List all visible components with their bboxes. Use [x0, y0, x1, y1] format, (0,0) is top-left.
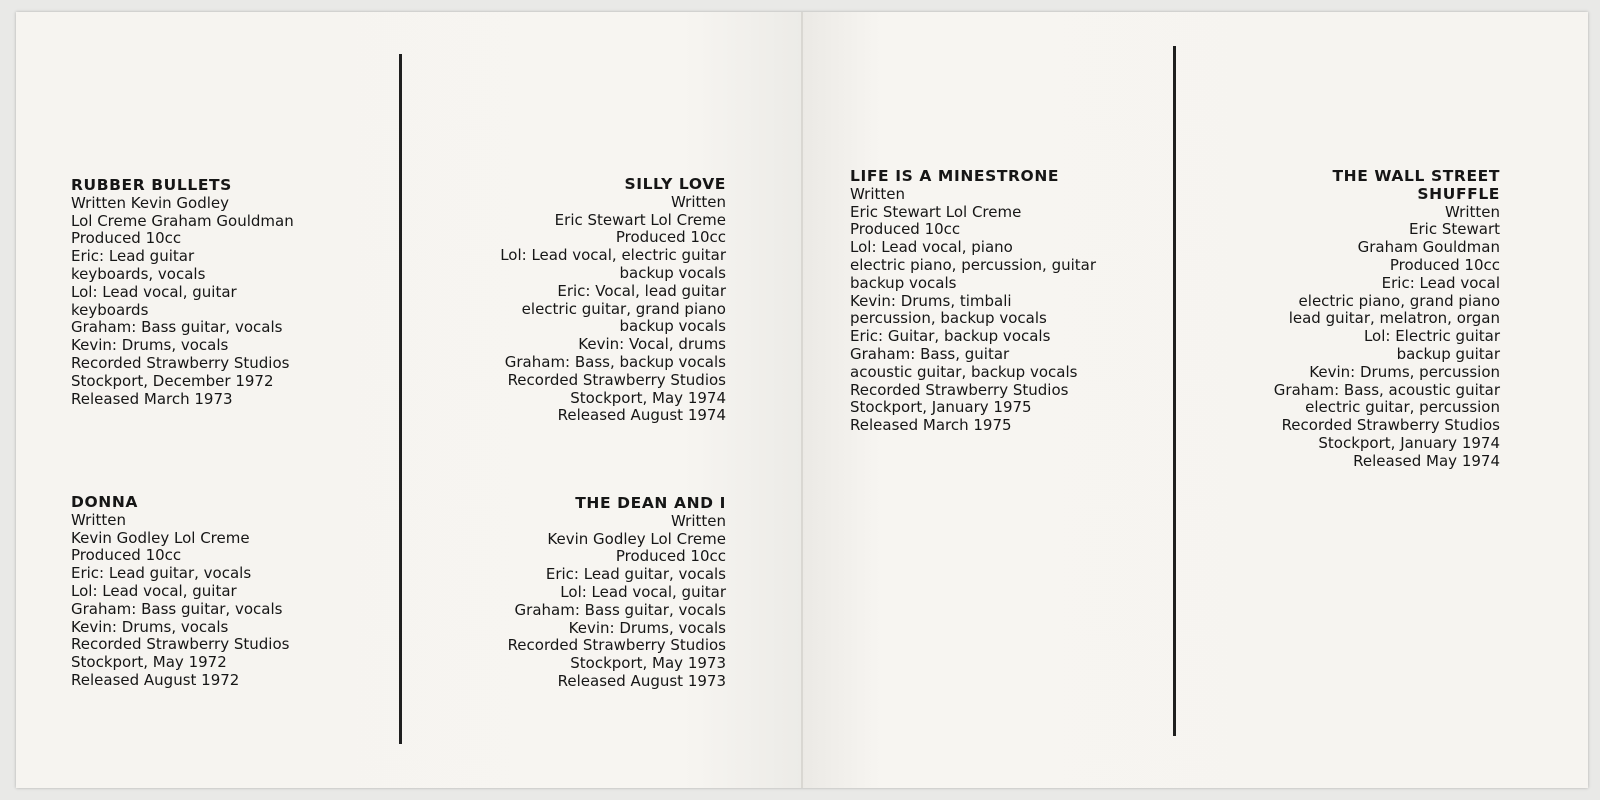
- right-page: [802, 12, 1588, 788]
- credit-line: Produced 10cc: [71, 229, 182, 248]
- credit-line: Eric: Lead guitar, vocals: [545, 565, 726, 584]
- credit-line: Released August 1973: [557, 671, 726, 690]
- credit-line: Eric: Guitar, backup vocals: [850, 327, 1051, 346]
- credit-line: Produced 10cc: [615, 228, 726, 247]
- credit-line: electric piano, percussion, guitar: [850, 255, 1096, 274]
- song-title: SHUFFLE: [1417, 184, 1500, 203]
- credit-line: Produced 10cc: [1389, 255, 1500, 274]
- credits-silly-love: [396, 176, 726, 425]
- credit-line: Released August 1974: [557, 406, 726, 425]
- credit-line: Recorded Strawberry Studios: [71, 353, 290, 372]
- song-title: LIFE IS A MINESTRONE: [850, 167, 1060, 185]
- credit-line: Lol: Lead vocal, electric guitar: [500, 246, 726, 265]
- credit-line: Lol: Electric guitar: [1363, 327, 1500, 346]
- credits-rubber-bullets: [71, 177, 401, 408]
- credit-line: Eric: Vocal, lead guitar: [557, 281, 726, 300]
- credit-line: Lol: Lead vocal, guitar: [71, 282, 237, 301]
- credit-line: Recorded Strawberry Studios: [507, 636, 726, 655]
- credit-line: backup vocals: [619, 317, 726, 336]
- credit-line: percussion, backup vocals: [850, 309, 1047, 328]
- credit-line: electric guitar, grand piano: [521, 299, 726, 318]
- credit-line: Released March 1973: [71, 389, 233, 408]
- credit-line: lead guitar, melatron, organ: [1288, 309, 1500, 328]
- booklet-spread: [16, 12, 1588, 788]
- credit-line: electric guitar, percussion: [1305, 398, 1500, 417]
- credit-line: keyboards, vocals: [71, 264, 206, 283]
- credit-line: Eric: Lead guitar: [71, 247, 195, 266]
- credit-line: Written: [850, 184, 905, 203]
- credit-line: Stockport, May 1972: [71, 653, 227, 672]
- credit-line: Kevin Godley Lol Creme: [547, 529, 726, 548]
- credit-line: Written: [1445, 202, 1500, 221]
- credits-donna: [71, 494, 401, 690]
- credit-line: Eric: Lead vocal: [1381, 273, 1500, 292]
- left-page: [16, 12, 802, 788]
- center-fold: [801, 12, 803, 788]
- credit-line: Graham: Bass, acoustic guitar: [1273, 380, 1500, 399]
- credits-the-dean-and-i: [396, 495, 726, 691]
- song-title: SILLY LOVE: [624, 175, 726, 193]
- credit-line: Written: [71, 510, 126, 529]
- credit-line: Kevin: Drums, vocals: [71, 617, 229, 636]
- credit-line: Stockport, January 1974: [1318, 433, 1500, 452]
- song-title: THE WALL STREET: [1332, 167, 1500, 185]
- song-title: RUBBER BULLETS: [71, 176, 232, 194]
- credit-line: Kevin: Drums, vocals: [71, 336, 229, 355]
- credit-line: Eric: Lead guitar, vocals: [71, 564, 252, 583]
- credit-line: backup vocals: [850, 273, 957, 292]
- credit-line: Kevin: Drums, timbali: [850, 291, 1012, 310]
- credit-line: Written: [671, 192, 726, 211]
- credit-line: Released August 1972: [71, 670, 240, 689]
- credit-line: Produced 10cc: [71, 546, 182, 565]
- credit-line: Stockport, May 1974: [570, 388, 726, 407]
- credit-line: Lol: Lead vocal, guitar: [71, 581, 237, 600]
- credit-line: backup vocals: [619, 263, 726, 282]
- credit-line: Recorded Strawberry Studios: [71, 635, 290, 654]
- credit-line: Lol Creme Graham Gouldman: [71, 211, 294, 230]
- credit-line: Graham: Bass guitar, vocals: [514, 600, 726, 619]
- credit-line: Recorded Strawberry Studios: [1281, 416, 1500, 435]
- credit-line: keyboards: [71, 300, 149, 319]
- credits-the-wall-street-shuffle: [1170, 168, 1500, 471]
- credit-line: Eric Stewart Lol Creme: [850, 202, 1022, 221]
- song-title: THE DEAN AND I: [575, 494, 726, 512]
- credit-line: Released May 1974: [1353, 451, 1500, 470]
- credit-line: Kevin Godley Lol Creme: [71, 528, 250, 547]
- credit-line: Kevin: Drums, percussion: [1309, 362, 1500, 381]
- credit-line: Eric Stewart: [1409, 220, 1500, 239]
- credits-life-is-a-minestrone: [850, 168, 1180, 435]
- credit-line: Recorded Strawberry Studios: [507, 370, 726, 389]
- credit-line: acoustic guitar, backup vocals: [850, 362, 1078, 381]
- credit-line: Lol: Lead vocal, piano: [850, 238, 1013, 257]
- credit-line: Eric Stewart Lol Creme: [554, 210, 726, 229]
- credit-line: Produced 10cc: [850, 220, 961, 239]
- credit-line: Stockport, May 1973: [570, 654, 726, 673]
- credit-line: Graham Gouldman: [1357, 238, 1500, 257]
- credit-line: Kevin: Vocal, drums: [578, 335, 726, 354]
- credit-line: Stockport, December 1972: [71, 371, 274, 390]
- credit-line: Graham: Bass guitar, vocals: [71, 599, 283, 618]
- song-title: DONNA: [71, 493, 138, 511]
- credit-line: Lol: Lead vocal, guitar: [560, 582, 726, 601]
- credit-line: Recorded Strawberry Studios: [850, 380, 1069, 399]
- credit-line: Stockport, January 1975: [850, 398, 1032, 417]
- credit-line: Written: [671, 511, 726, 530]
- credit-line: Produced 10cc: [615, 547, 726, 566]
- credit-line: Graham: Bass, guitar: [850, 344, 1010, 363]
- credit-line: backup guitar: [1396, 344, 1500, 363]
- credit-line: Graham: Bass guitar, vocals: [71, 318, 283, 337]
- credit-line: Graham: Bass, backup vocals: [504, 352, 726, 371]
- credit-line: Written Kevin Godley: [71, 193, 229, 212]
- credit-line: Released March 1975: [850, 416, 1012, 435]
- credit-line: Kevin: Drums, vocals: [568, 618, 726, 637]
- credit-line: electric piano, grand piano: [1298, 291, 1500, 310]
